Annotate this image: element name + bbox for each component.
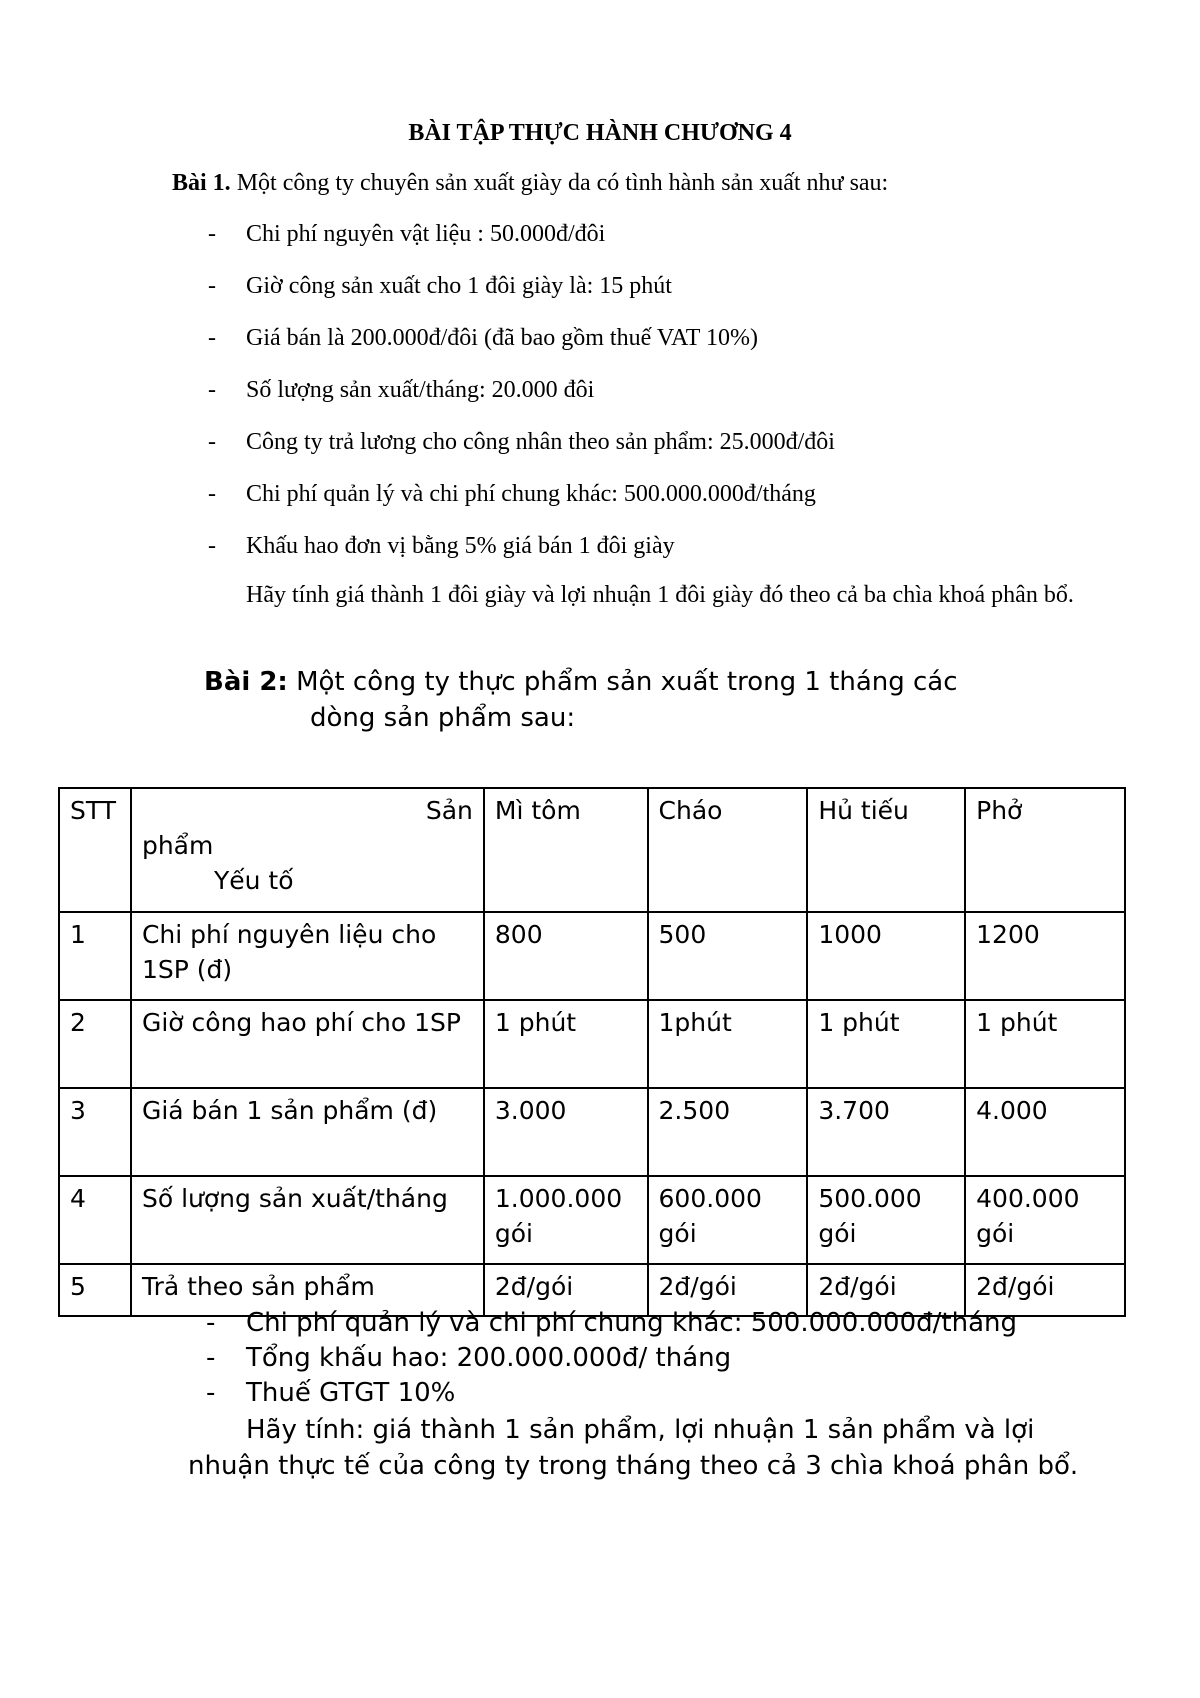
header-yeu-to: Yếu tố [213,866,294,895]
cell-value: 800 [484,912,648,1000]
cell-factor: Trả theo sản phẩm [131,1264,484,1316]
table-row [59,912,1125,1000]
cell-value: 2.500 [648,1088,808,1176]
cell-value: 3.000 [484,1088,648,1176]
cell-value: 500.000 gói [807,1176,965,1264]
exercise-2-question: Hãy tính: giá thành 1 sản phẩm, lợi nhuận 1 sản phẩm và lợi nhuận thực tế của công ty trong tháng theo cả 3 chìa khoá phân bổ. [188,1415,1079,1481]
list-item: - Chi phí nguyên vật liệu : 50.000đ/đôi [208,221,606,247]
exercise-1-intro [172,170,888,197]
list-item: - Chi phí quản lý và chi phí chung khác: 500.000.000đ/tháng [208,481,816,507]
header-diagonal-cell [131,788,484,912]
header-product: Phở [965,788,1125,912]
cell-factor: Chi phí nguyên liệu cho 1SP (đ) [131,912,484,1000]
cell-value: 400.000 gói [965,1176,1125,1264]
cell-value: 1phút [648,1000,808,1088]
exercise-1-label: Bài 1. [172,170,231,196]
cell-value: 1 phút [484,1000,648,1088]
exercise-1-list [208,220,835,584]
list-item: - Chi phí quản lý và chi phí chung khác: 500.000.000đ/tháng [206,1308,1017,1338]
cell-value: 2đ/gói [807,1264,965,1316]
cell-stt: 2 [59,1000,131,1088]
header-stt: STT [59,788,131,912]
cell-value: 1.000.000 gói [484,1176,648,1264]
table-row [59,1000,1125,1088]
exercise-2-intro [204,664,1104,736]
table-row [59,1088,1125,1176]
exercise-2-label: Bài 2: [204,667,288,697]
list-item: - Giá bán là 200.000đ/đôi (đã bao gồm thuế VAT 10%) [208,325,758,351]
page-title: BÀI TẬP THỰC HÀNH CHƯƠNG 4 [408,120,792,146]
cell-value: 1 phút [807,1000,965,1088]
header-product: Mì tôm [484,788,648,912]
cell-value: 2đ/gói [484,1264,648,1316]
table-header-row [59,788,1125,912]
cell-factor: Giờ công hao phí cho 1SP [131,1000,484,1088]
header-san-pham-1: Sản [425,796,473,825]
cell-factor: Số lượng sản xuất/tháng [131,1176,484,1264]
cell-stt: 4 [59,1176,131,1264]
list-item: - Công ty trả lương cho công nhân theo sản phẩm: 25.000đ/đôi [208,429,835,455]
exercise-2-intro-line2: dòng sản phẩm sau: [310,703,576,733]
list-item: - Khấu hao đơn vị bằng 5% giá bán 1 đôi giày [208,533,675,559]
cell-value: 2đ/gói [648,1264,808,1316]
exercise-1-intro-text: Một công ty chuyên sản xuất giày da có tình hành sản xuất như sau: [236,170,889,196]
cell-value: 1000 [807,912,965,1000]
header-san-pham-2: phẩm [141,831,214,860]
cell-stt: 3 [59,1088,131,1176]
cell-value: 500 [648,912,808,1000]
exercise-2-intro-line1: Một công ty thực phẩm sản xuất trong 1 tháng các [296,667,958,697]
cell-value: 4.000 [965,1088,1125,1176]
list-item: - Số lượng sản xuất/tháng: 20.000 đôi [208,377,595,403]
exercise-1-question: Hãy tính giá thành 1 đôi giày và lợi nhuận 1 đôi giày đó theo cả ba chìa khoá phân bổ. [246,582,1074,608]
header-product: Cháo [648,788,808,912]
header-product: Hủ tiếu [807,788,965,912]
cell-value: 2đ/gói [965,1264,1125,1316]
table-row [59,1176,1125,1264]
product-table [58,787,1126,1317]
list-item: - Tổng khấu hao: 200.000.000đ/ tháng [206,1343,732,1373]
cell-stt: 1 [59,912,131,1000]
cell-stt: 5 [59,1264,131,1316]
exercise-2-list [206,1306,1017,1411]
cell-factor: Giá bán 1 sản phẩm (đ) [131,1088,484,1176]
list-item: - Thuế GTGT 10% [206,1378,456,1408]
cell-value: 600.000 gói [648,1176,808,1264]
cell-value: 1200 [965,912,1125,1000]
cell-value: 1 phút [965,1000,1125,1088]
cell-value: 3.700 [807,1088,965,1176]
list-item: - Giờ công sản xuất cho 1 đôi giày là: 15 phút [208,273,672,299]
